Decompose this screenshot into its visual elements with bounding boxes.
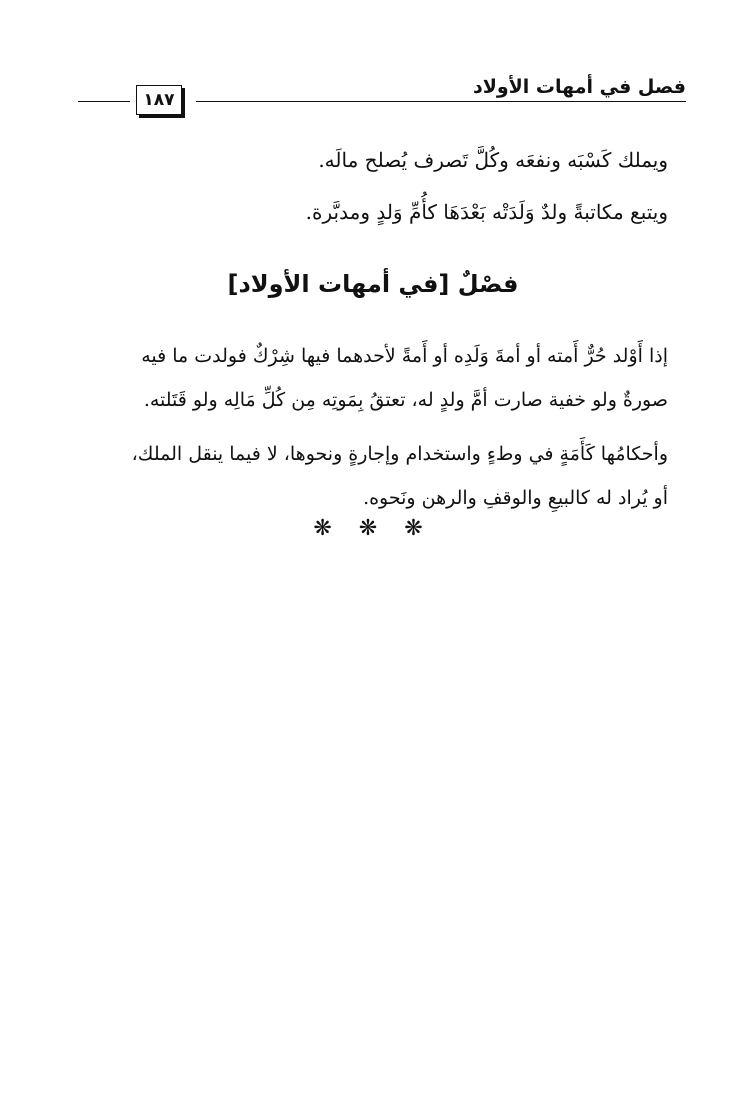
header-rule-left <box>78 101 130 102</box>
paragraph-1: ويملك كَسْبَه ونفعَه وكُلَّ تَصرف يُصلح مالَه. <box>318 148 668 172</box>
paragraph-3-line: إذا أَوْلد حُرٌّ أَمته أو أمةَ وَلَدِه أو أَمةً لأحدهما فيها شِرْكٌ فولدت ما فيه <box>141 345 668 367</box>
paragraph-3 <box>78 334 668 422</box>
paragraph-4-line: أو يُراد له كالبيعِ والوقفِ والرهن ونَحوه. <box>363 487 668 509</box>
paragraph-4 <box>78 432 668 520</box>
paragraph-3-line: صورةٌ ولو خفية صارت أمَّ ولدٍ له، تعتقُ بِمَوتِه مِن كُلِّ مَالِه ولو قَتَلته. <box>143 389 668 411</box>
paragraph-2: ويتبع مكاتبةً ولدٌ وَلَدَتْه بَعْدَهَا كأُمِّ وَلدٍ ومدبَّرة. <box>305 200 668 224</box>
page-number-box <box>136 85 182 115</box>
page-number: ١٨٧ <box>143 90 175 110</box>
header-rule <box>196 101 686 102</box>
section-separator: ❋ ❋ ❋ <box>313 516 433 541</box>
paragraph-4-line: وأحكامُها كَأَمَةٍ في وطءٍ واستخدام وإجارةٍ ونحوها، لا فيما ينقل الملك، <box>131 443 668 465</box>
section-heading: فصْلٌ [في أمهات الأولاد] <box>227 270 519 298</box>
running-title: فصل في أمهات الأولاد <box>472 76 686 98</box>
